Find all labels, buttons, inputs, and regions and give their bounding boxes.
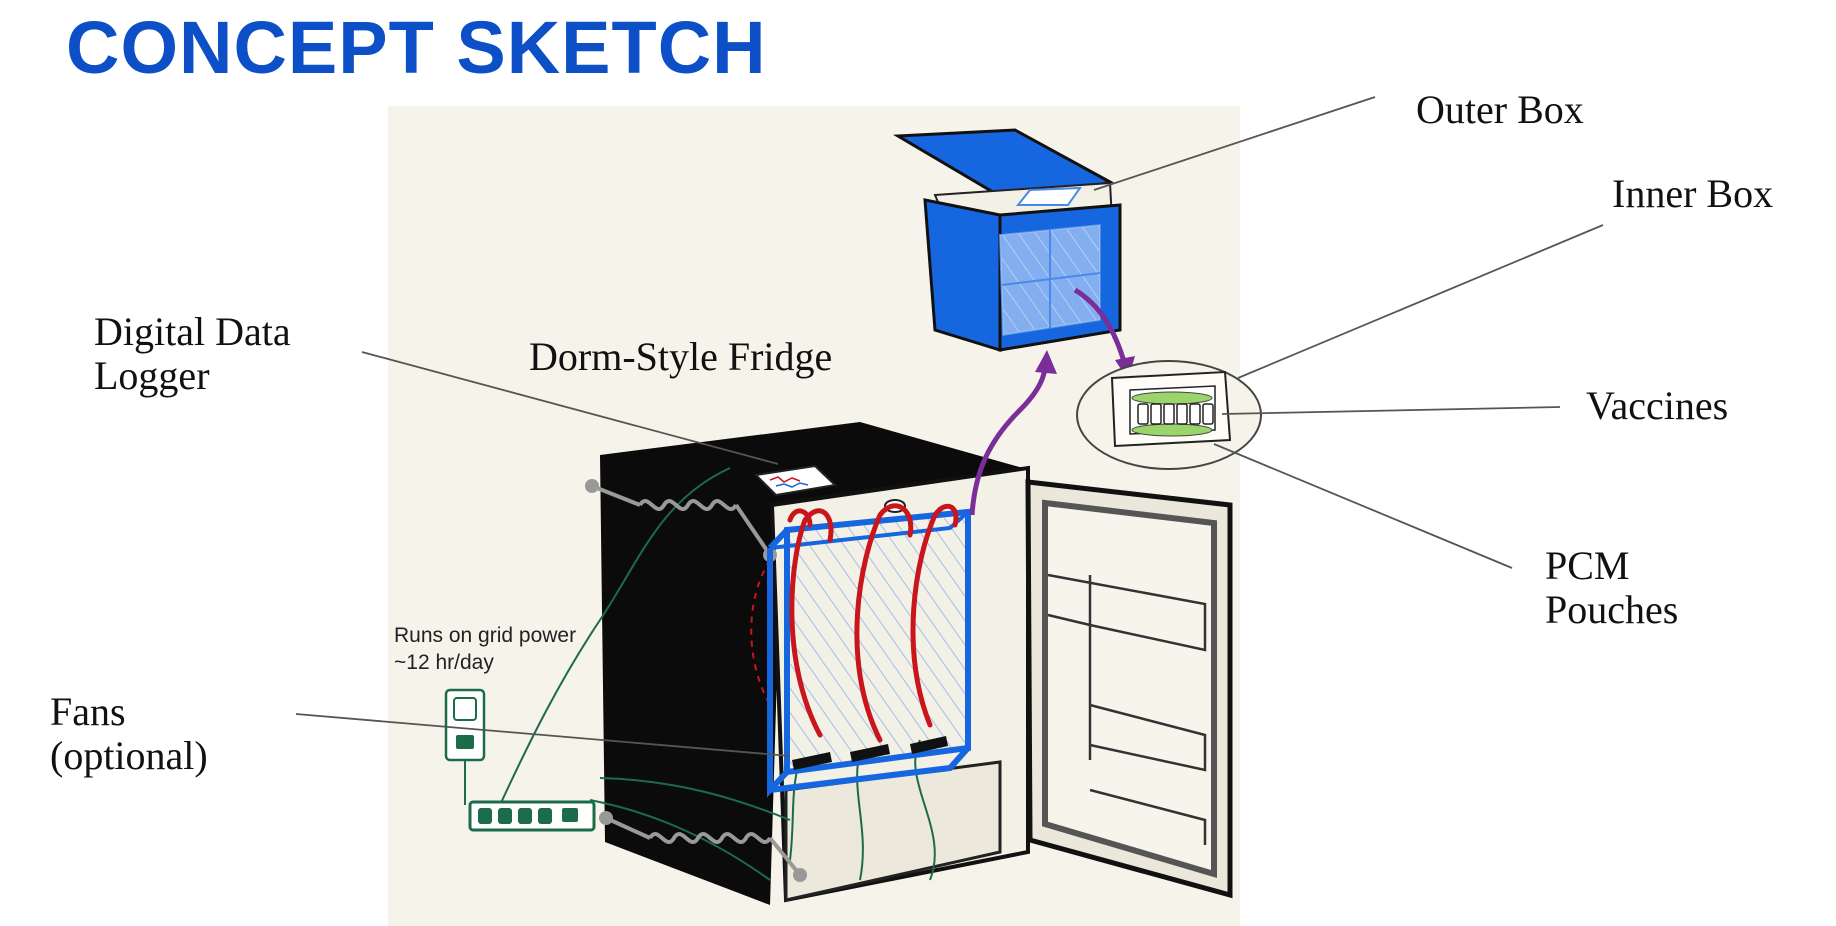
label-fans-line1: Fans bbox=[50, 689, 126, 734]
pcm-pouch-bottom bbox=[1132, 424, 1212, 436]
label-data-logger-line2: Logger bbox=[94, 353, 210, 398]
label-pcm-line1: PCM bbox=[1545, 543, 1630, 588]
label-vaccines: Vaccines bbox=[1586, 383, 1729, 428]
coil-end-bottom-right bbox=[793, 868, 807, 882]
label-data-logger-line1: Digital Data bbox=[94, 309, 291, 354]
grid-power-note-line1: Runs on grid power bbox=[394, 624, 577, 647]
label-fridge: Dorm-Style Fridge bbox=[529, 334, 833, 379]
page-title: CONCEPT SKETCH bbox=[66, 6, 767, 89]
label-pcm-line2: Pouches bbox=[1545, 587, 1679, 632]
label-outer-box: Outer Box bbox=[1416, 87, 1584, 132]
label-fans-line2: (optional) bbox=[50, 733, 208, 778]
wall-outlet bbox=[446, 690, 484, 760]
label-inner-box: Inner Box bbox=[1612, 171, 1774, 216]
power-strip bbox=[470, 802, 594, 830]
coil-end-top-left bbox=[585, 479, 599, 493]
grid-power-note-line2: ~12 hr/day bbox=[394, 651, 494, 674]
pcm-pouch-top bbox=[1132, 392, 1212, 404]
coil-end-bottom-left bbox=[599, 811, 613, 825]
